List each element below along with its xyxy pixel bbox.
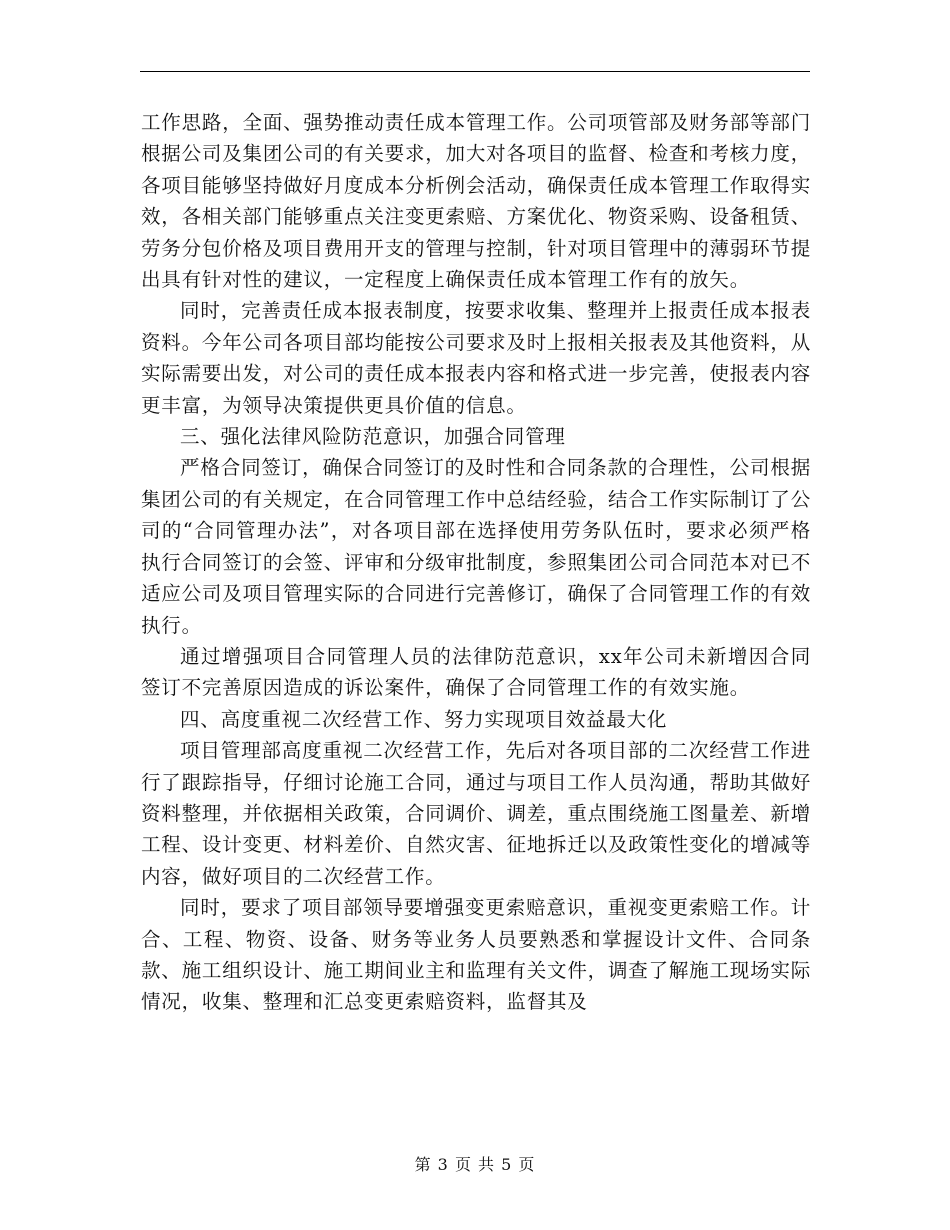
body-paragraph: 严格合同签订，确保合同签订的及时性和合同条款的合理性，公司根据集团公司的有关规定，在合同管理工作中总结经验，结合工作实际制订了公司的“合同管理办法”，对各项目部在选择使用劳务队伍时，要求必须严格执行合同签订的会签、评审和分级审批制度，参照集团公司合同范本对已不适应公司及项目管理实际的合同进行完善修订，确保了合同管理工作的有效执行。	[141, 456, 811, 637]
body-paragraph: 同时，要求了项目部领导要增强变更索赔意识，重视变更索赔工作。计合、工程、物资、设备、财务等业务人员要熟悉和掌握设计文件、合同条款、施工组织设计、施工期间业主和监理有关文件，调查了解施工现场实际情况，收集、整理和汇总变更索赔资料，监督其及	[141, 896, 811, 1014]
body-paragraph: 项目管理部高度重视二次经营工作，先后对各项目部的二次经营工作进行了跟踪指导，仔细讨论施工合同，通过与项目工作人员沟通，帮助其做好资料整理，并依据相关政策，合同调价、调差，重点围绕施工图量差、新增工程、设计变更、材料差价、自然灾害、征地拆迁以及政策性变化的增减等内容，做好项目的二次经营工作。	[141, 739, 811, 888]
body-paragraph: 通过增强项目合同管理人员的法律防范意识，xx年公司未新增因合同签订不完善原因造成的诉讼案件，确保了合同管理工作的有效实施。	[141, 644, 811, 700]
document-body	[141, 107, 811, 1018]
section-heading: 四、高度重视二次经营工作、努力实现项目效益最大化	[180, 707, 668, 731]
page-number-footer: 第 3 页 共 5 页	[414, 1155, 536, 1174]
section-heading: 三、强化法律风险防范意识，加强合同管理	[180, 425, 566, 449]
header-rule	[140, 71, 810, 72]
body-paragraph: 同时，完善责任成本报表制度，按要求收集、整理并上报责任成本报表资料。今年公司各项目部均能按公司要求及时上报相关报表及其他资料，从实际需要出发，对公司的责任成本报表内容和格式进一步完善，使报表内容更丰富，为领导决策提供更具价值的信息。	[141, 299, 811, 417]
continuation-paragraph: 工作思路，全面、强势推动责任成本管理工作。公司项管部及财务部等部门根据公司及集团公司的有关要求，加大对各项目的监督、检查和考核力度，各项目能够坚持做好月度成本分析例会活动，确保责任成本管理工作取得实效，各相关部门能够重点关注变更索赔、方案优化、物资采购、设备租赁、劳务分包价格及项目费用开支的管理与控制，针对项目管理中的薄弱环节提出具有针对性的建议，一定程度上确保责任成本管理工作有的放矢。	[141, 111, 811, 292]
